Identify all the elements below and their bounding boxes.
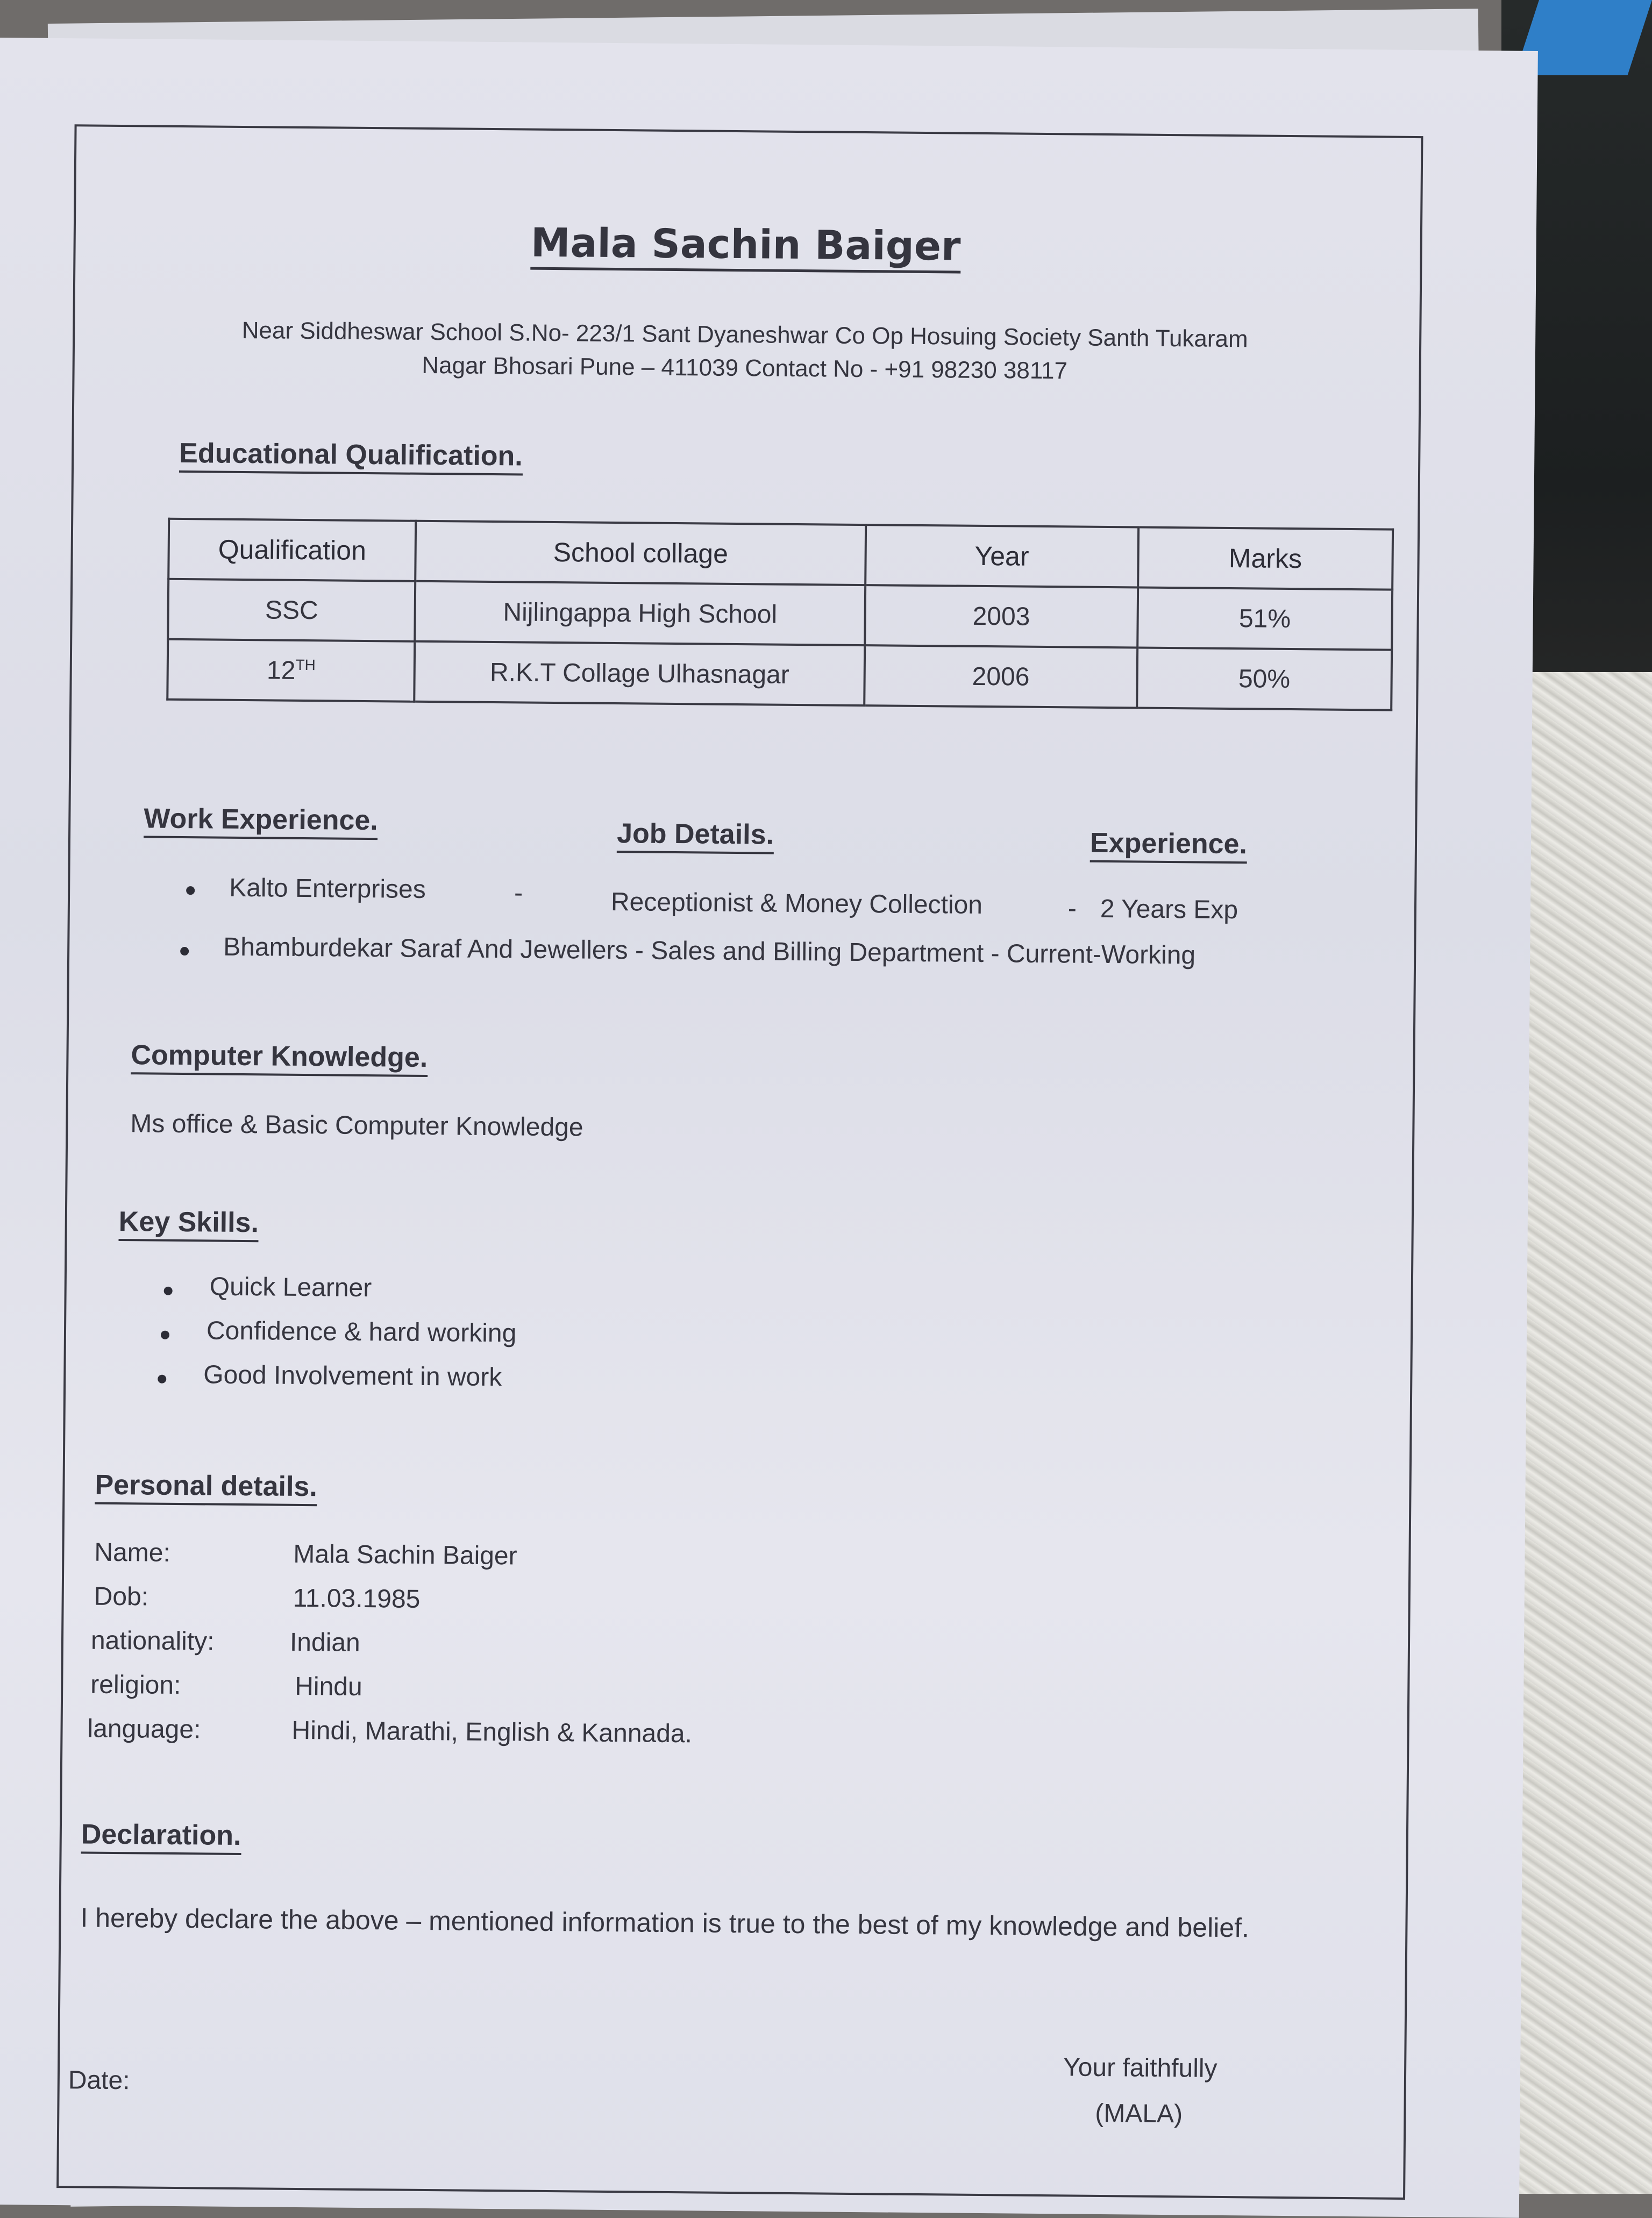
personal-details-heading: Personal details. xyxy=(95,1469,317,1507)
table-row xyxy=(168,579,1392,650)
marks-cell: 51% xyxy=(1137,588,1392,650)
candidate-name: Mala Sachin Baiger xyxy=(530,220,960,274)
computer-knowledge-text: Ms office & Basic Computer Knowledge xyxy=(130,1109,583,1142)
address-block xyxy=(72,312,1417,391)
qualification-cell xyxy=(167,639,415,702)
marks-cell: 50% xyxy=(1137,647,1392,710)
work-item-1-experience: 2 Years Exp xyxy=(1100,894,1238,925)
personal-value-name: Mala Sachin Baiger xyxy=(293,1539,517,1571)
key-skills-heading: Key Skills. xyxy=(118,1206,259,1242)
qualification-value: 12 xyxy=(267,656,296,684)
personal-value-religion: Hindu xyxy=(295,1672,362,1702)
school-cell: Nijlingappa High School xyxy=(415,581,866,645)
job-details-heading: Job Details. xyxy=(617,817,774,854)
qualification-cell xyxy=(168,579,415,641)
table-row xyxy=(167,639,1392,710)
work-item-1-job: Receptionist & Money Collection xyxy=(611,887,982,920)
qualification-superscript: TH xyxy=(295,656,316,673)
personal-label-dob: Dob: xyxy=(94,1582,148,1612)
education-table xyxy=(166,518,1394,711)
column-header-year: Year xyxy=(865,525,1138,587)
work-item-1-separator: - xyxy=(1068,894,1077,923)
work-experience-heading: Work Experience. xyxy=(144,802,378,840)
skill-item: Good Involvement in work xyxy=(203,1360,502,1392)
address-line-1: Near Siddheswar School S.No- 223/1 Sant Dyaneshwar Co Op Hosuing Society Santh Tukaram xyxy=(73,312,1417,358)
resume-title xyxy=(73,216,1418,274)
personal-value-language: Hindi, Marathi, English & Kannada. xyxy=(291,1716,692,1749)
date-label: Date: xyxy=(68,2065,130,2095)
experience-heading: Experience. xyxy=(1090,827,1248,864)
computer-knowledge-heading: Computer Knowledge. xyxy=(131,1039,428,1077)
year-cell: 2003 xyxy=(865,585,1138,647)
address-line-2: Nagar Bhosari Pune – 411039 Contact No - +91 98230 38117 xyxy=(72,346,1416,391)
work-item-2: Bhamburdekar Saraf And Jewellers - Sales and Billing Department - Current-Working xyxy=(223,932,1195,971)
bullet-icon xyxy=(186,886,195,895)
bullet-icon xyxy=(161,1331,169,1339)
column-header-school: School collage xyxy=(416,521,866,585)
personal-label-religion: religion: xyxy=(90,1670,181,1700)
column-header-qualification: Qualification xyxy=(168,519,416,581)
closing-text: Your faithfully xyxy=(1063,2052,1217,2083)
declaration-text: I hereby declare the above – mentioned information is true to the best of my knowledge and belief. xyxy=(80,1893,1328,1952)
school-cell: R.K.T Collage Ulhasnagar xyxy=(415,641,865,705)
year-cell: 2006 xyxy=(864,645,1137,708)
resume-page xyxy=(0,38,1538,2218)
signature-name: (MALA) xyxy=(1095,2099,1183,2129)
skill-item: Quick Learner xyxy=(210,1272,372,1303)
personal-label-nationality: nationality: xyxy=(91,1626,215,1657)
education-heading: Educational Qualification. xyxy=(179,437,523,476)
work-item-1-separator: - xyxy=(514,878,523,908)
personal-value-dob: 11.03.1985 xyxy=(293,1584,420,1614)
table-header-row xyxy=(168,519,1393,590)
personal-label-language: language: xyxy=(87,1714,201,1745)
personal-value-nationality: Indian xyxy=(290,1628,360,1658)
qualification-value: SSC xyxy=(265,596,318,625)
work-item-1-company: Kalto Enterprises xyxy=(229,873,426,904)
bullet-icon xyxy=(180,947,189,955)
bullet-icon xyxy=(158,1375,166,1383)
skill-item: Confidence & hard working xyxy=(206,1316,517,1348)
column-header-marks: Marks xyxy=(1138,527,1393,590)
bullet-icon xyxy=(164,1287,173,1295)
personal-label-name: Name: xyxy=(94,1538,170,1568)
resume-content xyxy=(56,124,1419,2195)
declaration-heading: Declaration. xyxy=(81,1818,241,1855)
